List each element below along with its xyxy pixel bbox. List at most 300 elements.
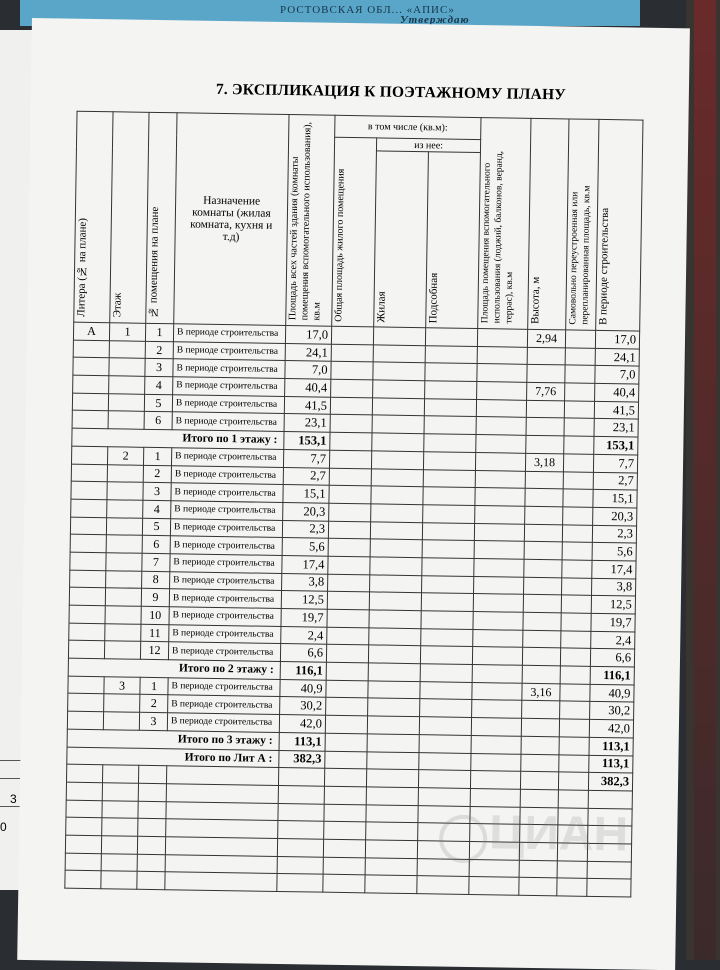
aux-cell <box>424 416 476 435</box>
living-cell <box>373 362 425 381</box>
room-no-cell: 3 <box>145 359 173 377</box>
height-cell <box>524 542 562 560</box>
empty-cell <box>277 856 323 874</box>
rebuilt-cell <box>563 454 593 472</box>
living-cell <box>373 380 425 399</box>
aux-cell <box>422 540 474 559</box>
litera-cell <box>71 481 107 499</box>
living-total-cell <box>328 538 370 556</box>
living-total-cell <box>331 362 373 380</box>
empty-cell <box>66 800 102 818</box>
aux-area-cell <box>477 382 527 400</box>
rebuilt-cell <box>559 719 589 737</box>
header-aux-area: Площадь помещения вспомогательного использования (лоджий, балконов, веранд, террас), кв.м <box>478 118 531 330</box>
floor-cell <box>109 358 145 376</box>
empty-cell <box>323 857 365 875</box>
header-of-which: из нее: <box>376 138 480 153</box>
height-cell <box>523 595 561 613</box>
living-total-cell <box>330 397 372 415</box>
area-cell: 5,6 <box>282 538 328 556</box>
empty-cell <box>420 664 472 683</box>
top-stamp-line2: Утверждаю <box>400 14 470 26</box>
living-total-cell <box>329 485 371 503</box>
purpose-cell: В периоде строительства <box>170 518 282 537</box>
height-cell <box>524 577 562 595</box>
aux-cell <box>424 398 476 417</box>
empty-cell <box>559 737 589 755</box>
aux-cell <box>423 452 475 471</box>
empty-cell <box>66 817 102 835</box>
height-cell <box>525 506 563 524</box>
living-total-cell <box>328 574 370 592</box>
construction-cell: 2,4 <box>591 631 635 649</box>
room-no-cell: 6 <box>142 536 170 554</box>
area-cell: 42,0 <box>279 715 325 733</box>
construction-cell: 42,0 <box>589 719 633 737</box>
total-construction: 153,1 <box>594 437 638 455</box>
empty-cell <box>101 871 137 889</box>
purpose-cell: В периоде строительства <box>168 642 280 661</box>
living-total-cell <box>326 698 368 716</box>
living-total-cell <box>331 379 373 397</box>
construction-cell: 6,6 <box>590 649 634 667</box>
room-no-cell: 10 <box>141 606 169 624</box>
height-cell: 3,18 <box>525 453 563 471</box>
empty-cell <box>324 786 366 804</box>
area-cell: 41,5 <box>284 396 330 414</box>
living-cell <box>371 486 423 505</box>
empty-cell <box>324 821 366 839</box>
floor-cell <box>107 482 143 500</box>
construction-cell: 30,2 <box>590 702 634 720</box>
litera-cell <box>69 623 105 641</box>
empty-cell <box>365 840 417 859</box>
empty-cell <box>367 751 419 770</box>
area-cell: 30,2 <box>280 697 326 715</box>
aux-area-cell <box>474 558 524 576</box>
header-purpose: Назначение комнаты (жилая комната, кухня и т.д) <box>174 113 289 326</box>
construction-cell: 24,1 <box>595 348 639 366</box>
purpose-cell: В периоде строительства <box>173 359 285 378</box>
construction-cell: 17,0 <box>595 330 639 348</box>
living-total-cell <box>330 415 372 433</box>
empty-cell <box>102 765 138 783</box>
grand-total-construction-2: 382,3 <box>588 773 632 791</box>
area-cell: 15,1 <box>283 485 329 503</box>
floor-cell <box>105 606 141 624</box>
room-no-cell: 6 <box>144 412 172 430</box>
empty-cell <box>138 783 166 801</box>
living-total-cell <box>326 680 368 698</box>
aux-area-cell <box>474 541 524 559</box>
header-living: Жилая <box>374 151 429 328</box>
litera-cell <box>68 641 104 659</box>
empty-cell <box>419 752 471 771</box>
purpose-cell: В периоде строительства <box>173 341 285 360</box>
aux-area-cell <box>474 523 524 541</box>
living-cell <box>370 557 422 576</box>
floor-cell <box>107 500 143 518</box>
empty-cell <box>166 766 278 785</box>
floor-cell <box>108 411 144 429</box>
total-label: Итого по 2 этажу : <box>68 658 280 679</box>
empty-cell <box>476 435 526 453</box>
aux-cell <box>425 381 477 400</box>
empty-cell <box>165 872 277 891</box>
empty-cell <box>470 788 520 806</box>
aux-area-cell <box>477 346 527 364</box>
rebuilt-cell <box>561 578 591 596</box>
empty-cell <box>367 734 419 753</box>
empty-cell <box>65 870 101 888</box>
floor-cell: 3 <box>104 676 140 694</box>
grand-total-label: Итого по Лит А : <box>67 747 279 768</box>
area-cell: 6,6 <box>280 644 326 662</box>
construction-cell: 2,3 <box>592 525 636 543</box>
page-title: 7. ЭКСПЛИКАЦИЯ К ПОЭТАЖНОМУ ПЛАНУ <box>215 80 566 104</box>
aux-cell <box>420 646 472 665</box>
living-total-cell <box>327 609 369 627</box>
height-cell: 7,76 <box>527 382 565 400</box>
rebuilt-cell <box>562 542 592 560</box>
rebuilt-cell <box>560 648 590 666</box>
construction-cell: 40,9 <box>590 684 634 702</box>
aux-area-cell <box>472 647 522 665</box>
header-height: Высота, м <box>528 118 569 330</box>
living-total-cell <box>328 521 370 539</box>
rebuilt-cell <box>562 524 592 542</box>
litera-cell <box>69 605 105 623</box>
empty-cell <box>138 819 166 837</box>
litera-cell <box>68 676 104 694</box>
empty-cell <box>521 754 559 772</box>
document-page <box>17 18 690 970</box>
empty-cell <box>470 771 520 789</box>
living-total-cell <box>329 450 371 468</box>
purpose-cell: В периоде строительства <box>168 695 280 714</box>
rebuilt-cell <box>560 684 590 702</box>
rebuilt-cell <box>562 560 592 578</box>
aux-area-cell <box>475 470 525 488</box>
header-floor: Этаж <box>110 112 149 324</box>
empty-cell <box>558 790 588 808</box>
empty-cell <box>324 804 366 822</box>
header-living-total: Общая площадь жилого помещения <box>332 137 377 327</box>
room-no-cell: 2 <box>145 341 173 359</box>
empty-cell <box>471 735 521 753</box>
empty-cell <box>522 665 560 683</box>
purpose-cell: В периоде строительства <box>169 589 281 608</box>
room-no-cell: 12 <box>140 642 168 660</box>
rebuilt-cell <box>565 365 595 383</box>
construction-cell: 40,4 <box>595 383 639 401</box>
empty-cell <box>102 818 138 836</box>
empty-cell <box>559 754 589 772</box>
purpose-cell: В периоде строительства <box>171 483 283 502</box>
construction-cell: 7,7 <box>593 454 637 472</box>
empty-cell <box>424 434 476 453</box>
floor-cell <box>109 376 145 394</box>
explication-table <box>64 111 643 898</box>
empty-cell <box>366 787 418 806</box>
room-no-cell: 4 <box>143 500 171 518</box>
total-area: 116,1 <box>280 662 326 680</box>
living-total-cell <box>329 503 371 521</box>
empty-cell <box>278 803 324 821</box>
living-cell <box>371 504 423 523</box>
height-cell: 2,94 <box>527 329 565 347</box>
total-construction: 116,1 <box>590 666 634 684</box>
area-cell: 23,1 <box>284 414 330 432</box>
header-total-area: Площадь всех частей здания (комнаты помещения вспомогательного использования), кв.м <box>286 115 335 327</box>
empty-cell <box>165 837 277 856</box>
empty-cell <box>418 788 470 807</box>
aux-cell <box>422 522 474 541</box>
floor-cell <box>109 340 145 358</box>
construction-cell: 2,7 <box>593 472 637 490</box>
empty-cell <box>419 734 471 753</box>
empty-cell <box>166 801 278 820</box>
area-cell: 17,0 <box>285 326 331 344</box>
rebuilt-cell <box>564 401 594 419</box>
empty-cell <box>138 765 166 783</box>
height-cell <box>522 701 560 719</box>
empty-cell <box>138 801 166 819</box>
aux-cell <box>422 558 474 577</box>
room-no-cell: 5 <box>142 518 170 536</box>
room-no-cell: 1 <box>140 677 168 695</box>
top-stamp-line1: РОСТОВСКАЯ ОБЛ... «АПИС» <box>280 4 455 16</box>
rebuilt-cell <box>565 383 595 401</box>
construction-cell: 5,6 <box>592 543 636 561</box>
empty-cell <box>472 665 522 683</box>
aux-cell <box>423 487 475 506</box>
litera-cell <box>73 375 109 393</box>
empty-cell <box>277 874 323 892</box>
room-no-cell: 4 <box>145 376 173 394</box>
aux-cell <box>421 593 473 612</box>
area-cell: 2,4 <box>281 626 327 644</box>
total-label: Итого по 3 этажу : <box>67 729 279 750</box>
aux-area-cell <box>477 364 527 382</box>
purpose-cell: В периоде строительства <box>168 677 280 696</box>
empty-cell <box>323 839 365 857</box>
area-cell: 7,7 <box>283 449 329 467</box>
construction-cell: 3,8 <box>591 578 635 596</box>
grand-total-construction: 113,1 <box>589 755 633 773</box>
construction-cell: 12,5 <box>591 596 635 614</box>
floor-cell <box>105 623 141 641</box>
purpose-cell: В периоде строительства <box>167 713 279 732</box>
room-no-cell: 2 <box>140 695 168 713</box>
litera-cell <box>72 411 108 429</box>
empty-cell <box>588 790 632 808</box>
living-total-cell <box>325 715 367 733</box>
living-cell <box>367 716 419 735</box>
floor-cell <box>106 570 142 588</box>
aux-area-cell <box>473 629 523 647</box>
living-cell <box>368 645 420 664</box>
floor-cell <box>104 694 140 712</box>
litera-cell <box>70 552 106 570</box>
purpose-cell: В периоде строительства <box>172 395 284 414</box>
area-cell: 2,3 <box>282 520 328 538</box>
total-construction: 113,1 <box>589 737 633 755</box>
aux-area-cell <box>472 682 522 700</box>
aux-cell <box>423 469 475 488</box>
room-no-cell: 8 <box>142 571 170 589</box>
area-cell: 40,4 <box>285 379 331 397</box>
empty-cell <box>102 800 138 818</box>
litera-cell <box>71 464 107 482</box>
empty-cell <box>65 853 101 871</box>
empty-cell <box>365 857 417 876</box>
living-cell <box>369 592 421 611</box>
height-cell <box>525 488 563 506</box>
empty-cell <box>366 804 418 823</box>
empty-cell <box>277 838 323 856</box>
living-total-cell <box>326 645 368 663</box>
aux-area-cell <box>471 718 521 736</box>
aux-cell <box>420 681 472 700</box>
empty-cell <box>372 433 424 452</box>
empty-cell <box>365 875 417 894</box>
aux-cell <box>425 363 477 382</box>
area-cell: 17,4 <box>282 555 328 573</box>
aux-area-cell <box>475 488 525 506</box>
empty-cell <box>323 874 365 892</box>
aux-area-cell <box>477 329 527 347</box>
empty-cell <box>526 435 564 453</box>
room-no-cell: 2 <box>143 465 171 483</box>
sheet-number: 0 <box>0 820 7 834</box>
aux-cell <box>419 717 471 736</box>
living-cell <box>369 610 421 629</box>
floor-cell <box>107 464 143 482</box>
empty-cell <box>166 784 278 803</box>
aux-area-cell <box>473 594 523 612</box>
empty-cell <box>66 782 102 800</box>
living-total-cell <box>329 468 371 486</box>
living-cell <box>372 398 424 417</box>
litera-cell <box>67 711 103 729</box>
rebuilt-cell <box>561 595 591 613</box>
floor-cell <box>106 553 142 571</box>
height-cell <box>526 400 564 418</box>
empty-cell <box>278 821 324 839</box>
construction-cell: 7,0 <box>595 366 639 384</box>
purpose-cell: В периоде строительства <box>173 324 285 343</box>
empty-cell <box>520 789 558 807</box>
purpose-cell: В периоде строительства <box>169 607 281 626</box>
construction-cell: 23,1 <box>594 419 638 437</box>
purpose-cell: В периоде строительства <box>171 501 283 520</box>
living-cell <box>370 539 422 558</box>
empty-cell <box>560 666 590 684</box>
room-no-cell: 7 <box>142 553 170 571</box>
empty-cell <box>325 751 367 769</box>
room-no-cell: 5 <box>144 394 172 412</box>
empty-cell <box>366 822 418 841</box>
empty-cell <box>102 783 138 801</box>
empty-cell <box>101 853 137 871</box>
aux-cell <box>423 505 475 524</box>
floor-cell <box>104 641 140 659</box>
aux-cell <box>421 611 473 630</box>
height-cell <box>527 365 565 383</box>
empty-cell <box>137 854 165 872</box>
sheet-number: 3 <box>10 792 17 806</box>
room-no-cell: 11 <box>141 624 169 642</box>
empty-cell <box>101 836 137 854</box>
area-cell: 2,7 <box>283 467 329 485</box>
living-cell <box>370 574 422 593</box>
floor-cell: 2 <box>108 447 144 465</box>
rebuilt-cell <box>565 330 595 348</box>
floor-cell: 1 <box>109 323 145 341</box>
living-total-cell <box>328 556 370 574</box>
total-area: 113,1 <box>279 732 325 750</box>
height-cell <box>524 524 562 542</box>
litera-cell <box>73 340 109 358</box>
living-cell <box>368 698 420 717</box>
living-total-cell <box>327 627 369 645</box>
floor-cell <box>105 588 141 606</box>
litera-cell <box>72 393 108 411</box>
purpose-cell: В периоде строительства <box>170 536 282 555</box>
litera-cell: А <box>73 322 109 340</box>
empty-cell <box>326 662 368 680</box>
rebuilt-cell <box>561 613 591 631</box>
empty-cell <box>166 819 278 838</box>
header-litera: Литера (№ на плане) <box>74 111 113 323</box>
litera-cell <box>71 499 107 517</box>
litera-cell <box>72 446 108 464</box>
header-incl: в том числе (кв.м): <box>335 115 481 139</box>
living-total-cell <box>327 592 369 610</box>
aux-area-cell <box>472 700 522 718</box>
area-cell: 19,7 <box>281 608 327 626</box>
purpose-cell: В периоде строительства <box>171 465 283 484</box>
rebuilt-cell <box>563 507 593 525</box>
construction-cell: 19,7 <box>591 613 635 631</box>
empty-cell <box>278 768 324 786</box>
room-no-cell: 1 <box>145 323 173 341</box>
rebuilt-cell <box>564 418 594 436</box>
floor-cell <box>106 535 142 553</box>
height-cell <box>523 630 561 648</box>
total-label: Итого по 1 этажу : <box>72 428 284 449</box>
aux-area-cell <box>475 505 525 523</box>
rebuilt-cell <box>560 701 590 719</box>
litera-cell <box>70 517 106 535</box>
header-rebuilt: Самовольно переустроенная или перепланированная площадь, кв.м <box>566 119 599 330</box>
living-cell <box>370 521 422 540</box>
room-no-cell: 3 <box>143 482 171 500</box>
aux-cell <box>420 699 472 718</box>
purpose-cell: В периоде строительства <box>173 377 285 396</box>
height-cell <box>527 347 565 365</box>
height-cell <box>524 559 562 577</box>
living-total-cell <box>331 326 373 344</box>
empty-cell <box>558 772 588 790</box>
room-no-cell: 1 <box>143 447 171 465</box>
living-cell <box>371 451 423 470</box>
aux-area-cell <box>474 576 524 594</box>
total-area: 153,1 <box>284 432 330 450</box>
floor-cell <box>106 517 142 535</box>
aux-cell <box>422 575 474 594</box>
